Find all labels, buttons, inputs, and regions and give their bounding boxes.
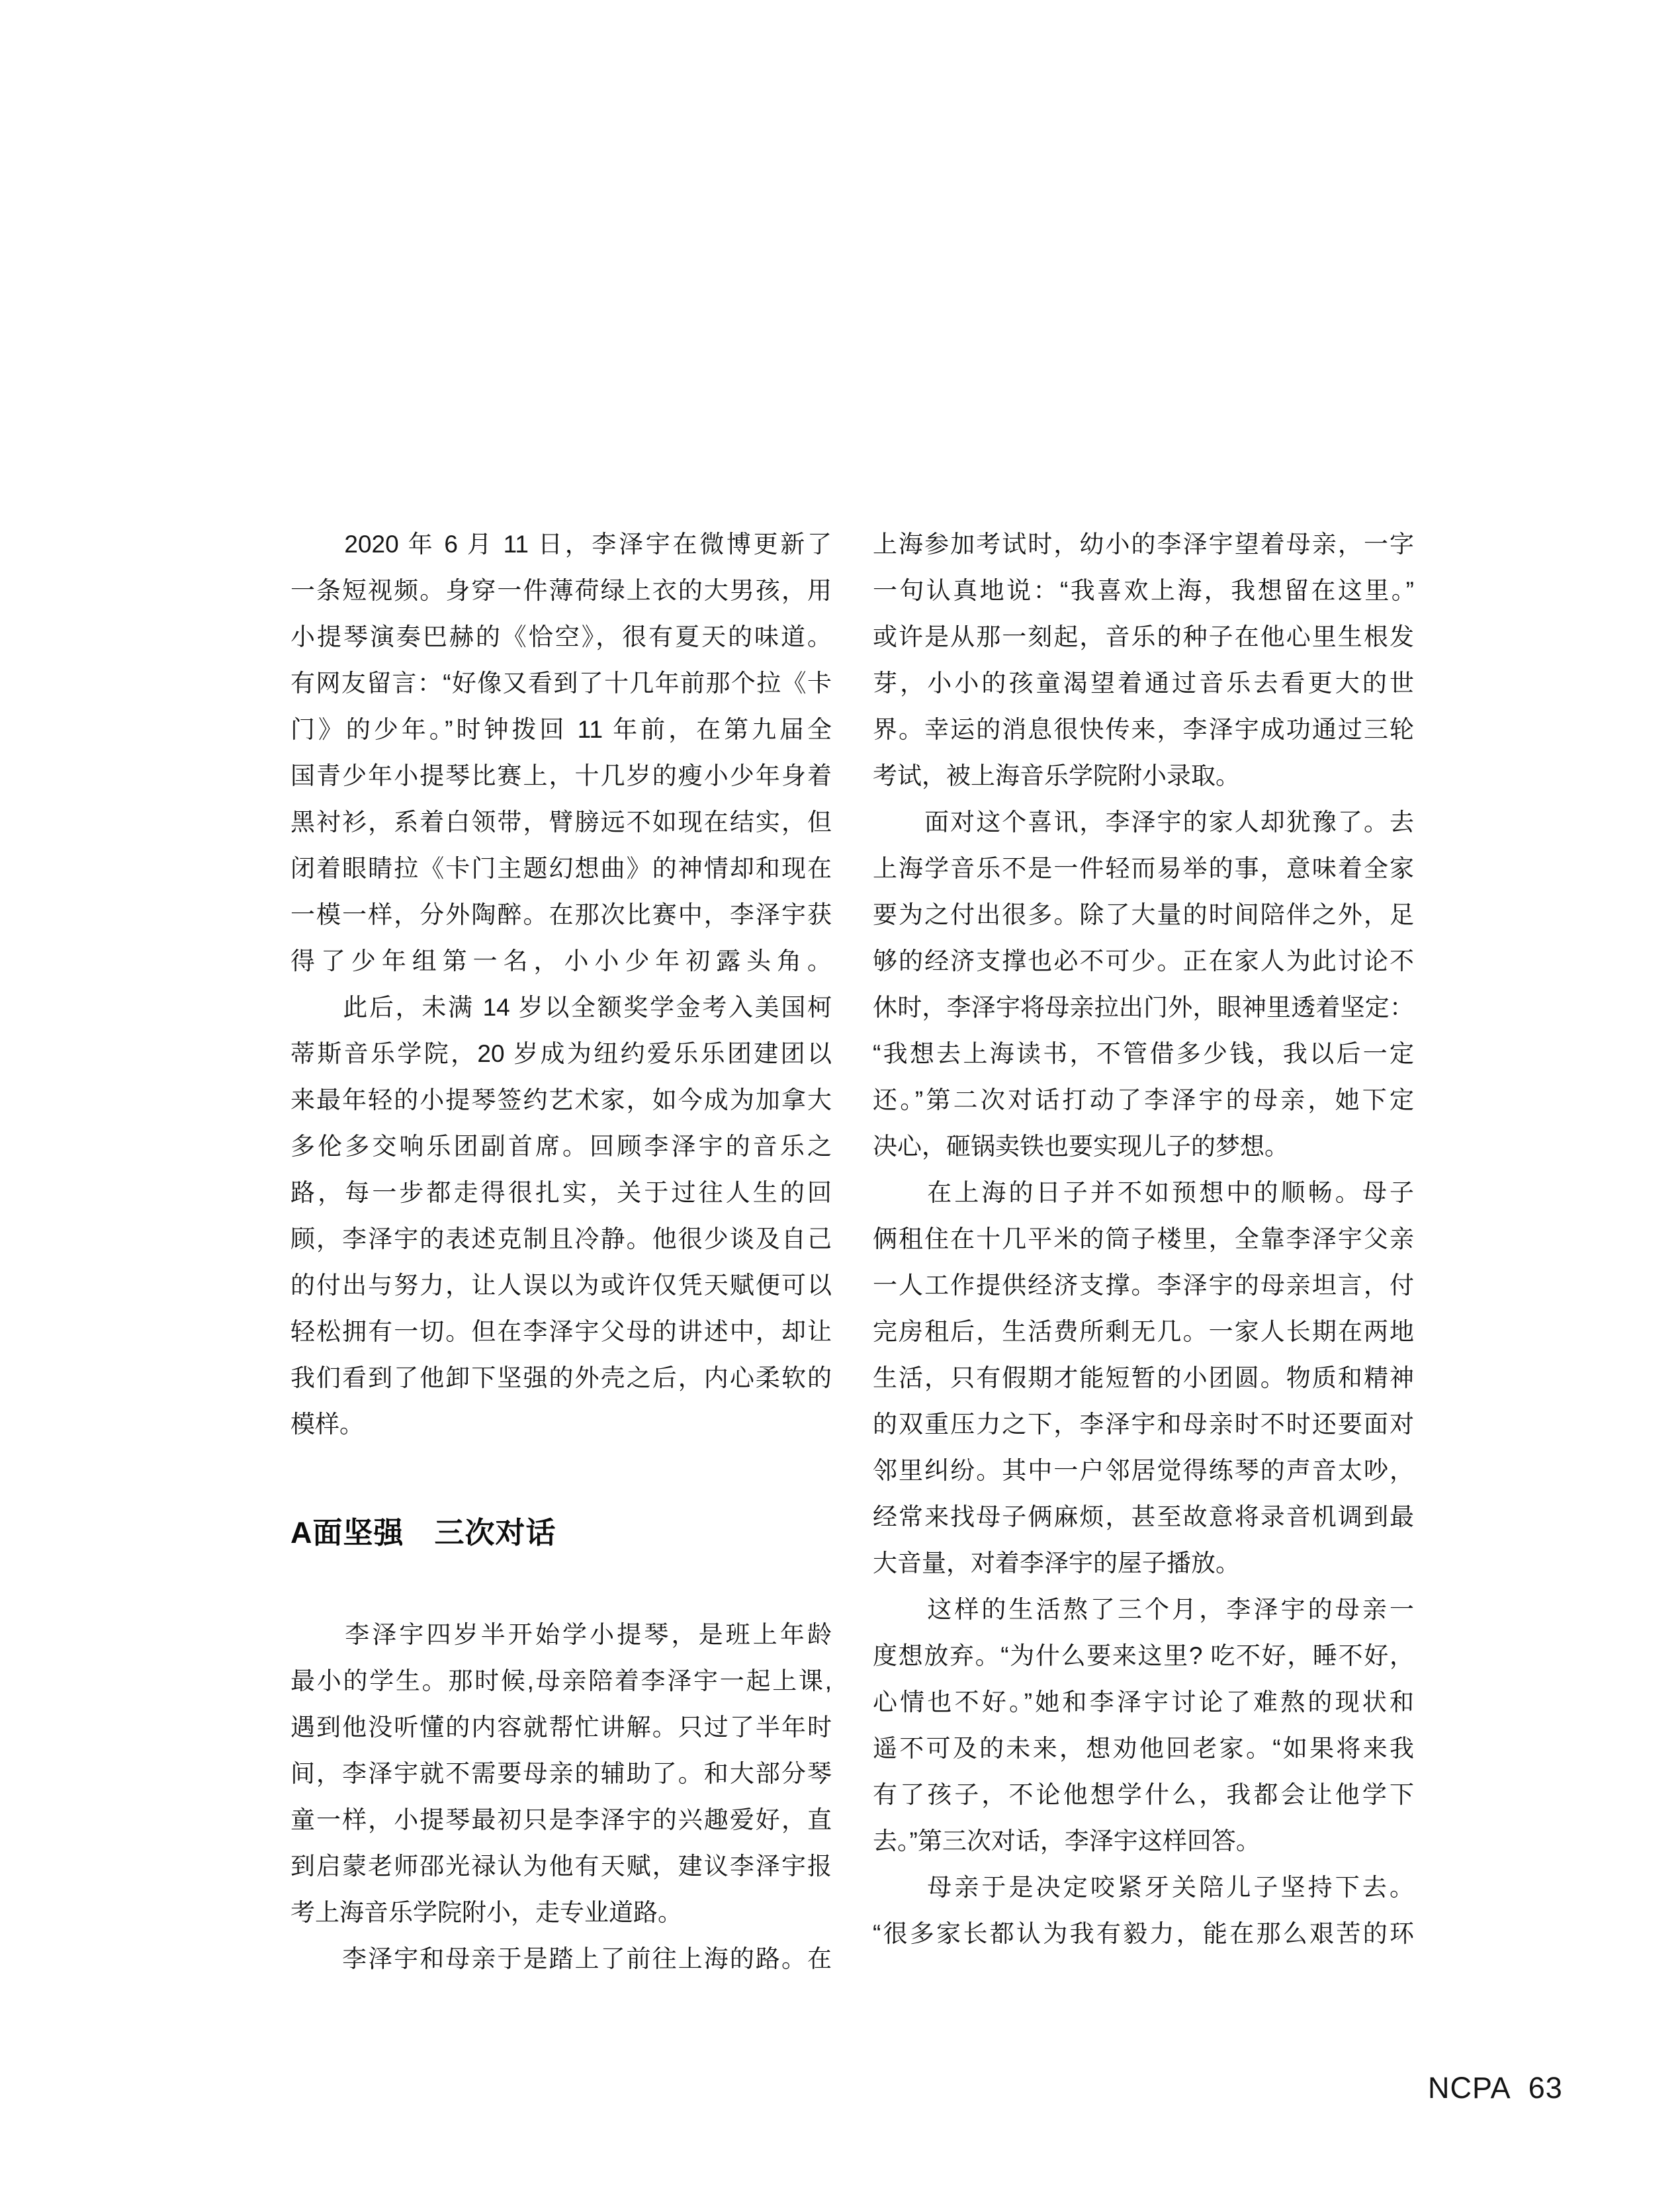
text-line: 闭着眼睛拉《卡门主题幻想曲》的神情却和现在 [290, 855, 832, 882]
footer-page-number: 63 [1528, 2071, 1563, 2105]
article-right-column [873, 521, 1414, 1957]
text-line: 一条短视频。身穿一件薄荷绿上衣的大男孩，用 [290, 577, 832, 604]
text-line: 大音量，对着李泽宇的屋子播放。 [873, 1550, 1240, 1577]
text-line: 的付出与努力，让人误以为或许仅凭天赋便可以 [290, 1272, 832, 1299]
text-line: 国青少年小提琴比赛上，十几岁的瘦小少年身着 [290, 762, 832, 789]
text-line: 在上海的日子并不如预想中的顺畅。母子 [873, 1179, 1414, 1206]
paragraph [873, 521, 1414, 799]
text-line: 界。幸运的消息很快传来，李泽宇成功通过三轮 [873, 716, 1414, 743]
text-line: 上海参加考试时，幼小的李泽宇望着母亲，一字 [873, 531, 1414, 558]
text-line: 童一样，小提琴最初只是李泽宇的兴趣爱好，直 [290, 1806, 832, 1833]
text-line: 来最年轻的小提琴签约艺术家，如今成为加拿大 [290, 1086, 832, 1114]
text-line: 模样。 [290, 1411, 364, 1438]
text-line: 去。”第三次对话，李泽宇这样回答。 [873, 1827, 1260, 1855]
text-line: 面对这个喜讯，李泽宇的家人却犹豫了。去 [873, 809, 1414, 836]
text-line: 考上海音乐学院附小，走专业道路。 [290, 1899, 682, 1926]
text-line: 多伦多交响乐团副首席。回顾李泽宇的音乐之 [290, 1133, 832, 1160]
text-line: 黑衬衫，系着白领带，臂膀远不如现在结实，但 [290, 809, 832, 836]
text-line: 李泽宇和母亲于是踏上了前往上海的路。在 [290, 1945, 832, 1972]
text-line: 最小的学生。那时候,母亲陪着李泽宇一起上课, [290, 1667, 832, 1694]
text-line: 有了孩子，不论他想学什么，我都会让他学下 [873, 1781, 1414, 1808]
paragraph [290, 1612, 832, 1936]
page-footer [1428, 2071, 1563, 2105]
text-line: 一句认真地说：“我喜欢上海，我想留在这里。” [873, 577, 1414, 604]
article-left-column [290, 521, 832, 1982]
text-line: 休时，李泽宇将母亲拉出门外，眼神里透着坚定： [873, 994, 1414, 1021]
footer-brand: NCPA [1428, 2071, 1511, 2105]
paragraph [873, 799, 1414, 1170]
section-heading: A面坚强 三次对话 [290, 1516, 556, 1550]
text-line: 2020 年 6 月 11 日，李泽宇在微博更新了 [290, 531, 832, 558]
text-line: 母亲于是决定咬紧牙关陪儿子坚持下去。 [873, 1874, 1414, 1901]
text-line: 我们看到了他卸下坚强的外壳之后，内心柔软的 [290, 1364, 832, 1391]
text-line: 心情也不好。”她和李泽宇讨论了难熬的现状和 [873, 1688, 1414, 1716]
text-line: 一人工作提供经济支撑。李泽宇的母亲坦言，付 [873, 1272, 1414, 1299]
text-line: 这样的生活熬了三个月，李泽宇的母亲一 [873, 1596, 1414, 1623]
text-line: 考试，被上海音乐学院附小录取。 [873, 762, 1240, 789]
text-line: “很多家长都认为我有毅力，能在那么艰苦的环 [873, 1920, 1414, 1947]
text-line: 门》的少年。”时钟拨回 11 年前，在第九届全 [290, 716, 832, 743]
paragraph [290, 985, 832, 1448]
text-line: 芽，小小的孩童渴望着通过音乐去看更大的世 [873, 670, 1414, 697]
text-line: 顾，李泽宇的表述克制且冷静。他很少谈及自己 [290, 1225, 832, 1252]
text-line: 度想放弃。“为什么要来这里? 吃不好，睡不好， [873, 1642, 1414, 1669]
text-line: 到启蒙老师邵光禄认为他有天赋，建议李泽宇报 [290, 1853, 832, 1880]
paragraph [290, 521, 832, 985]
text-line: 蒂斯音乐学院，20 岁成为纽约爱乐乐团建团以 [290, 1040, 832, 1067]
text-line: 轻松拥有一切。但在李泽宇父母的讲述中，却让 [290, 1318, 832, 1345]
text-line: 完房租后，生活费所剩无几。一家人长期在两地 [873, 1318, 1414, 1345]
text-line: 邻里纠纷。其中一户邻居觉得练琴的声音太吵， [873, 1457, 1414, 1484]
text-line: 遥不可及的未来，想劝他回老家。“如果将来我 [873, 1735, 1414, 1762]
text-line: 决心，砸锅卖铁也要实现儿子的梦想。 [873, 1133, 1289, 1160]
text-line: 或许是从那一刻起，音乐的种子在他心里生根发 [873, 623, 1414, 650]
text-line: 还。”第二次对话打动了李泽宇的母亲，她下定 [873, 1086, 1414, 1114]
text-line: 李泽宇四岁半开始学小提琴，是班上年龄 [290, 1621, 832, 1648]
text-line: 生活，只有假期才能短暂的小团圆。物质和精神 [873, 1364, 1414, 1391]
text-line: 要为之付出很多。除了大量的时间陪伴之外，足 [873, 901, 1414, 928]
text-line: 间，李泽宇就不需要母亲的辅助了。和大部分琴 [290, 1760, 832, 1787]
text-line: 上海学音乐不是一件轻而易举的事，意味着全家 [873, 855, 1414, 882]
text-line: 得了少年组第一名，小小少年初露头角。 [290, 947, 832, 975]
text-line: 够的经济支撑也必不可少。正在家人为此讨论不 [873, 947, 1414, 975]
paragraph [290, 1936, 832, 1982]
text-line: 有网友留言：“好像又看到了十几年前那个拉《卡 [290, 670, 832, 697]
text-line: 俩租住在十几平米的筒子楼里，全靠李泽宇父亲 [873, 1225, 1414, 1252]
text-line: 此后，未满 14 岁以全额奖学金考入美国柯 [290, 994, 832, 1021]
text-line: “我想去上海读书，不管借多少钱，我以后一定 [873, 1040, 1414, 1067]
text-line: 路，每一步都走得很扎实，关于过往人生的回 [290, 1179, 832, 1206]
paragraph [873, 1587, 1414, 1864]
text-line: 一模一样，分外陶醉。在那次比赛中，李泽宇获 [290, 901, 832, 928]
paragraph [873, 1170, 1414, 1587]
text-line: 的双重压力之下，李泽宇和母亲时不时还要面对 [873, 1411, 1414, 1438]
text-line: 遇到他没听懂的内容就帮忙讲解。只过了半年时 [290, 1714, 832, 1741]
paragraph [873, 1864, 1414, 1957]
text-line: 经常来找母子俩麻烦，甚至故意将录音机调到最 [873, 1503, 1414, 1530]
text-line: 小提琴演奏巴赫的《恰空》，很有夏天的味道。 [290, 623, 832, 650]
